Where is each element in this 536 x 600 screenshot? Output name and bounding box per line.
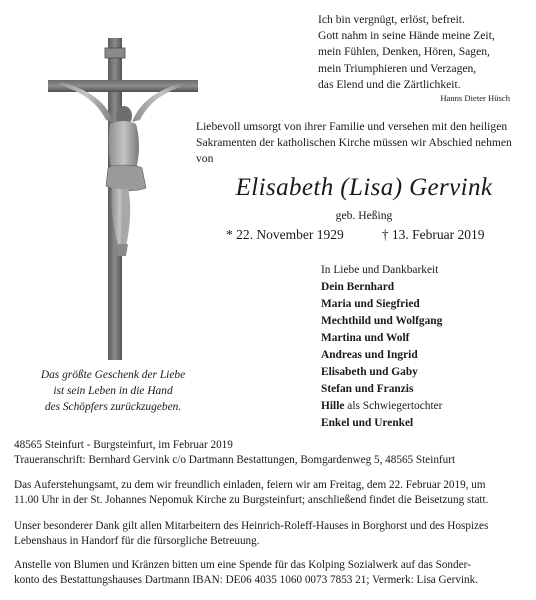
birth-name: geb. Heßing [335,209,393,222]
family-list [321,262,531,432]
farewell-intro [196,119,532,167]
poem-line: das Elend und die Zärtlichkeit. [318,77,461,91]
family-member: Elisabeth und Gaby [321,366,418,378]
poem-line: mein Triumphieren und Verzagen, [318,61,477,75]
donation-line: Anstelle von Blumen und Kränzen bitten um eine Spende für das Kolping Sozialwerk auf das Sonder- [14,559,471,571]
quote-line: Das größte Geschenk der Liebe [40,369,186,381]
family-member: Hille als Schwiegertochter [321,400,443,412]
family-intro: In Liebe und Dankbarkeit [321,264,439,276]
thanks-info [14,519,526,550]
funeral-line: 11.00 Uhr in der St. Johannes Nepomuk Kirche zu Burgsteinfurt; anschließend findet die Beisetzung statt. [14,494,489,507]
poem-line: Ich bin vergnügt, erlöst, befreit. [318,13,465,26]
poem-line: Gott nahm in seine Hände meine Zeit, [318,29,495,43]
family-member: Andreas und Ingrid [321,349,418,361]
family-member: Maria und Siegfried [321,298,420,310]
intro-line: Liebevoll umsorgt von ihrer Familie und versehen mit den heiligen [196,120,508,133]
poem-author: Hanns Dieter Hüsch [440,93,510,104]
life-dates [226,226,484,244]
quote [20,367,206,416]
donation-line: konto des Bestattungshauses Dartmann IBAN: DE06 4035 1060 0073 7853 21; Vermerk: Lisa Gervink. [14,574,479,587]
donation-info [14,558,526,589]
family-member: Mechthild und Wolfgang [321,315,443,327]
funeral-line: Das Auferstehungsamt, zu dem wir freundlich einladen, feiern wir am Freitag, dem 22. Februar 2019, um [14,479,486,491]
birth-date: * 22. November 1929 [226,227,344,242]
deceased-name: Elisabeth (Lisa) Gervink [235,174,493,201]
quote-line: des Schöpfers zurückzugeben. [44,401,182,414]
poem [318,12,528,104]
family-member: Enkel und Urenkel [321,417,414,429]
funeral-info [14,478,526,509]
death-date: † 13. Februar 2019 [381,227,485,242]
poem-line: mein Fühlen, Denken, Hören, Sagen, [318,45,490,59]
intro-line: von [196,152,214,165]
quote-line: ist sein Leben in die Hand [53,385,173,398]
thanks-line: Lebenshaus in Handorf für die fürsorgliche Betreuung. [14,535,260,548]
family-member: Martina und Wolf [321,332,410,344]
family-member: Stefan und Franzis [321,383,414,395]
crucifix-illustration [48,38,198,360]
place-and-address [14,438,526,469]
family-member: Dein Bernhard [321,281,395,293]
intro-line: Sakramenten der katholischen Kirche müssen wir Abschied nehmen [196,136,512,149]
thanks-line: Unser besonderer Dank gilt allen Mitarbeitern des Heinrich-Roleff-Hauses in Borghorst und des Hospizes [14,520,489,532]
place-date: 48565 Steinfurt - Burgsteinfurt, im Februar 2019 [14,439,233,451]
mourning-address: Traueranschrift: Bernhard Gervink c/o Dartmann Bestattungen, Bomgardenweg 5, 48565 Steinfurt [14,454,456,467]
